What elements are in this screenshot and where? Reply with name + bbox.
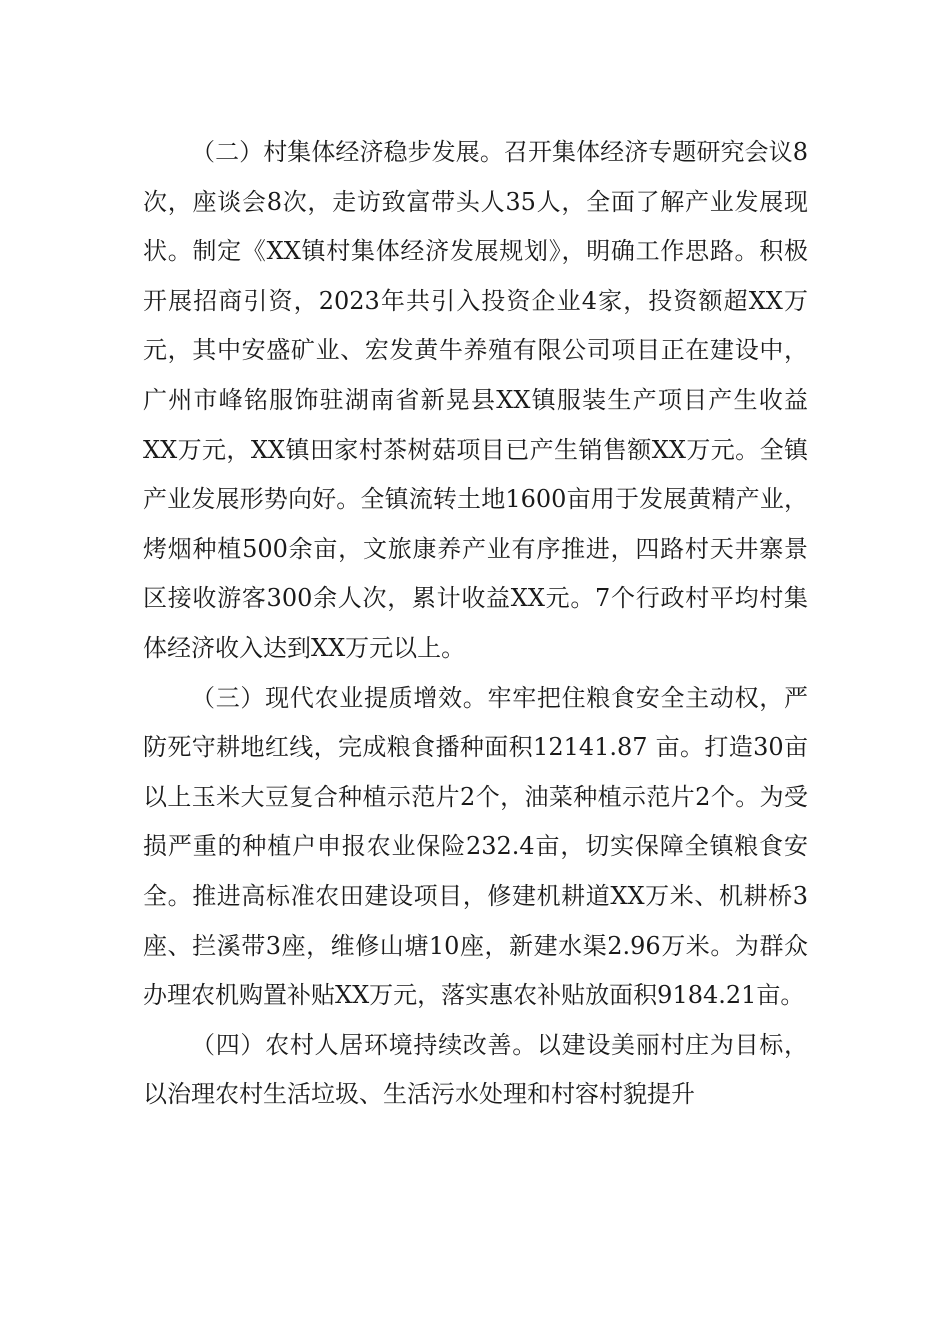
document-page xyxy=(143,128,808,1120)
paragraph-living-environment: （四）农村人居环境持续改善。以建设美丽村庄为目标，以治理农村生活垃圾、生活污水处理和村容村貌提升 xyxy=(143,1030,808,1109)
paragraph-modern-agriculture: （三）现代农业提质增效。牢牢把住粮食安全主动权，严防死守耕地红线，完成粮食播种面积12141.87 亩。打造30亩以上玉米大豆复合种植示范片2个，油菜种植示范片2个。为受损严重的种植户申报农业保险232.4亩，切实保障全镇粮食安全。推进高标准农田建设项目，修建机耕道XX万米、机耕桥3座、拦溪带3座，维修山塘10座，新建水渠2.96万米。为群众办理农机购置补贴XX万元，落实惠农补贴放面积9184.21亩。 xyxy=(143,683,808,1010)
paragraph-collective-economy: （二）村集体经济稳步发展。召开集体经济专题研究会议8次，座谈会8次，走访致富带头人35人，全面了解产业发展现状。制定《XX镇村集体经济发展规划》，明确工作思路。积极开展招商引资，2023年共引入投资企业4家，投资额超XX万元，其中安盛矿业、宏发黄牛养殖有限公司项目正在建设中，广州市峰铭服饰驻湖南省新晃县XX镇服装生产项目产生收益XX万元，XX镇田家村茶树菇项目已产生销售额XX万元。全镇产业发展形势向好。全镇流转土地1600亩用于发展黄精产业，烤烟种植500余亩，文旅康养产业有序推进，四路村天井寨景区接收游客300余人次，累计收益XX元。7个行政村平均村集体经济收入达到XX万元以上。 xyxy=(143,138,808,662)
